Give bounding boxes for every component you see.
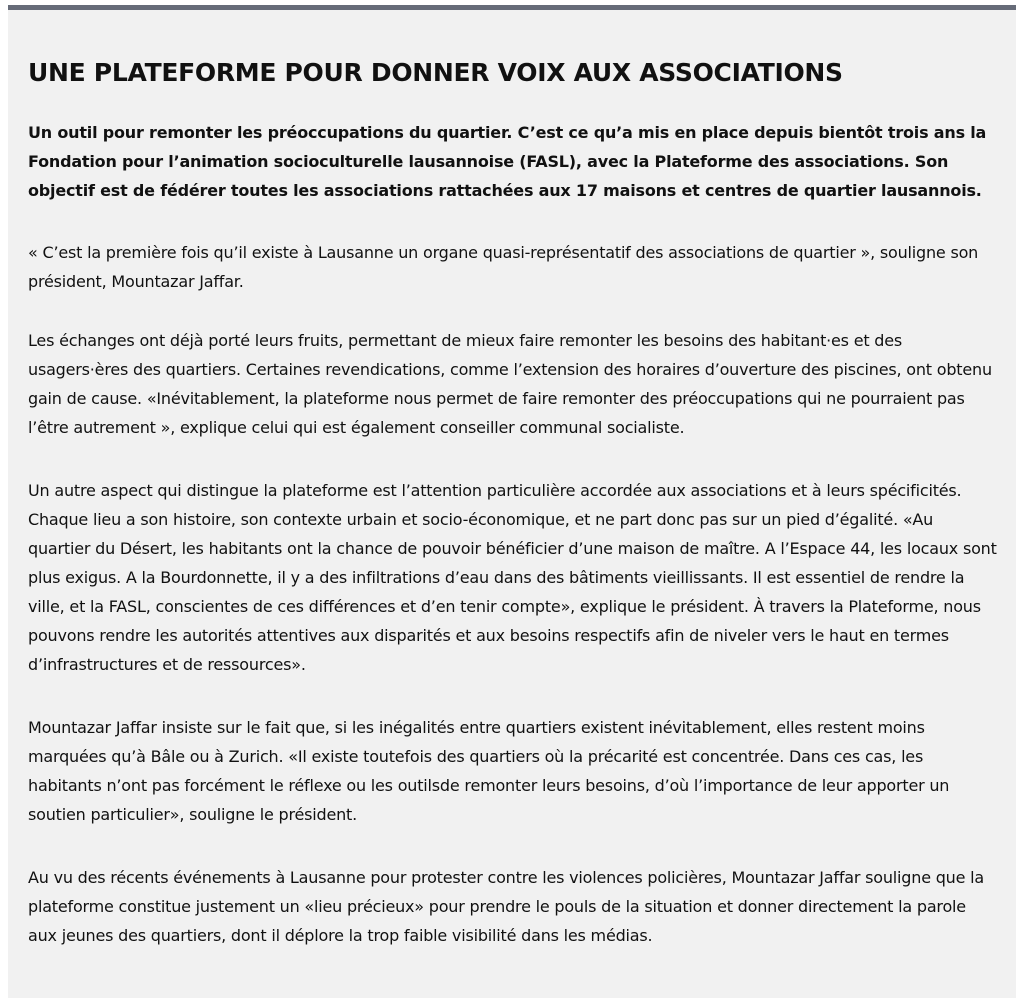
article-paragraph-2: Les échanges ont déjà porté leurs fruits, permettant de mieux faire remonter les besoins des habitant·es et des usagers·ères des quartiers. Certaines revendications, comme l’extension des horaires d’ouverture des piscines, ont obtenu gain de cause. «Inévitablement, la plateforme nous permet de faire remonter des préoccupations qui ne pourraient pas l’être autrement », explique celui qui est également conseiller communal socialiste.	[28, 331, 992, 437]
article-paragraph-4: Mountazar Jaffar insiste sur le fait que, si les inégalités entre quartiers existent inévitablement, elles restent moins marquées qu’à Bâle ou à Zurich. «Il existe toutefois des quartiers où la précarité est concentrée. Dans ces cas, les habitants n’ont pas forcément le réflexe ou les outilsde remonter leurs besoins, d’où l’importance de leur apporter un soutien particulier», souligne le président.	[28, 718, 950, 824]
article-title: UNE PLATEFORME POUR DONNER VOIX AUX ASSOCIATIONS	[28, 58, 843, 87]
article-panel	[8, 5, 1016, 998]
article-lead: Un outil pour remonter les préoccupations du quartier. C’est ce qu’a mis en place depuis bientôt trois ans la Fondation pour l’animation socioculturelle lausannoise (FASL), avec la Plateforme des associations. Son objectif est de fédérer toutes les associations rattachées aux 17 maisons et centres de quartier lausannois.	[28, 123, 987, 200]
article-paragraph-3: Un autre aspect qui distingue la plateforme est l’attention particulière accordée aux associations et à leurs spécificités. Chaque lieu a son histoire, son contexte urbain et socio-économique, et ne part donc pas sur un pied d’égalité. «Au quartier du Désert, les habitants ont la chance de pouvoir bénéficier d’une maison de maître. A l’Espace 44, les locaux sont plus exigus. A la Bourdonnette, il y a des infiltrations d’eau dans des bâtiments vieillissants. Il est essentiel de rendre la ville, et la FASL, conscientes de ces différences et d’en tenir compte», explique le président. À travers la Plateforme, nous pouvons rendre les autorités attentives aux disparités et aux besoins respectifs afin de niveler vers le haut en termes d’infrastructures et de ressources».	[28, 481, 997, 674]
article-paragraph-1: « C’est la première fois qu’il existe à Lausanne un organe quasi-représentatif des associations de quartier », souligne son président, Mountazar Jaffar.	[28, 243, 979, 291]
article-paragraph-5: Au vu des récents événements à Lausanne pour protester contre les violences policières, Mountazar Jaffar souligne que la plateforme constitue justement un «lieu précieux» pour prendre le pouls de la situation et donner directement la parole aux jeunes des quartiers, dont il déplore la trop faible visibilité dans les médias.	[28, 868, 985, 945]
